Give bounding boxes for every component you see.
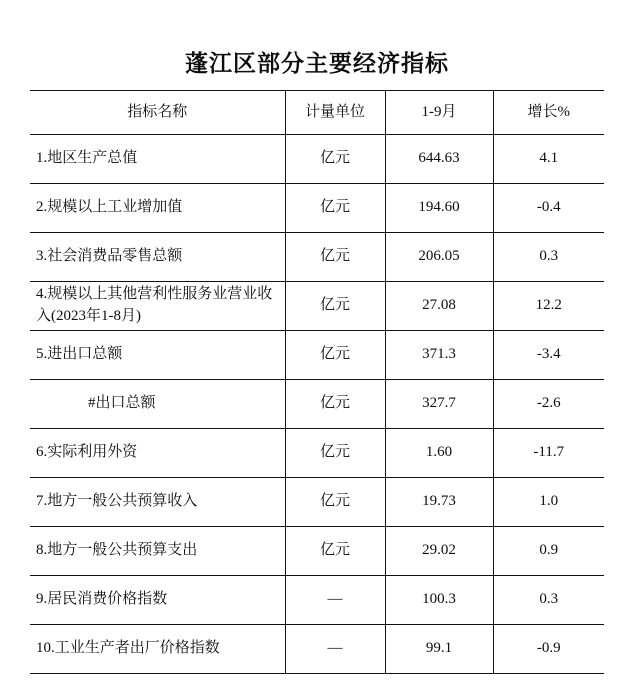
table-row [30,478,604,527]
indicator-unit: — [285,625,385,674]
table-header-row [30,91,604,135]
indicator-name: 5.进出口总额 [30,331,285,380]
indicator-value: 19.73 [385,478,493,527]
indicator-unit: 亿元 [285,135,385,184]
table-row [30,282,604,331]
indicator-value: 371.3 [385,331,493,380]
column-header-period: 1-9月 [385,91,493,135]
indicator-name: 2.规模以上工业增加值 [30,184,285,233]
table-row [30,135,604,184]
indicator-value: 27.08 [385,282,493,331]
column-header-unit: 计量单位 [285,91,385,135]
indicator-growth: -0.9 [493,625,604,674]
indicator-name: 8.地方一般公共预算支出 [30,527,285,576]
indicator-growth: -11.7 [493,429,604,478]
table-row [30,233,604,282]
indicator-growth: 0.3 [493,233,604,282]
indicator-name: 10.工业生产者出厂价格指数 [30,625,285,674]
table-row [30,429,604,478]
indicator-unit: 亿元 [285,527,385,576]
indicator-growth: 1.0 [493,478,604,527]
indicator-unit: — [285,576,385,625]
table-row [30,184,604,233]
table-row [30,625,604,674]
indicator-unit: 亿元 [285,233,385,282]
indicator-growth: -3.4 [493,331,604,380]
indicator-name: 9.居民消费价格指数 [30,576,285,625]
page-title: 蓬江区部分主要经济指标 [185,51,449,76]
indicator-growth: 0.3 [493,576,604,625]
indicator-value: 194.60 [385,184,493,233]
indicator-value: 327.7 [385,380,493,429]
indicator-growth: -0.4 [493,184,604,233]
indicator-growth: -2.6 [493,380,604,429]
indicator-value: 29.02 [385,527,493,576]
indicator-value: 206.05 [385,233,493,282]
indicator-name: 1.地区生产总值 [30,135,285,184]
table-row [30,331,604,380]
indicator-unit: 亿元 [285,478,385,527]
table-row [30,527,604,576]
indicator-name: 6.实际利用外资 [30,429,285,478]
indicator-name: 7.地方一般公共预算收入 [30,478,285,527]
column-header-growth: 增长% [493,91,604,135]
indicator-name: 4.规模以上其他营利性服务业营业收入(2023年1-8月) [30,282,285,331]
indicator-name: 3.社会消费品零售总额 [30,233,285,282]
indicator-value: 1.60 [385,429,493,478]
indicator-unit: 亿元 [285,184,385,233]
indicator-value: 644.63 [385,135,493,184]
indicator-growth: 4.1 [493,135,604,184]
indicator-unit: 亿元 [285,429,385,478]
column-header-indicator-name: 指标名称 [30,91,285,135]
indicator-unit: 亿元 [285,331,385,380]
indicator-value: 99.1 [385,625,493,674]
table-row [30,380,604,429]
economic-indicators-table [30,90,604,674]
table-row [30,576,604,625]
indicator-unit: 亿元 [285,380,385,429]
indicator-name: #出口总额 [30,380,285,429]
indicator-value: 100.3 [385,576,493,625]
indicator-growth: 12.2 [493,282,604,331]
indicator-unit: 亿元 [285,282,385,331]
indicator-growth: 0.9 [493,527,604,576]
